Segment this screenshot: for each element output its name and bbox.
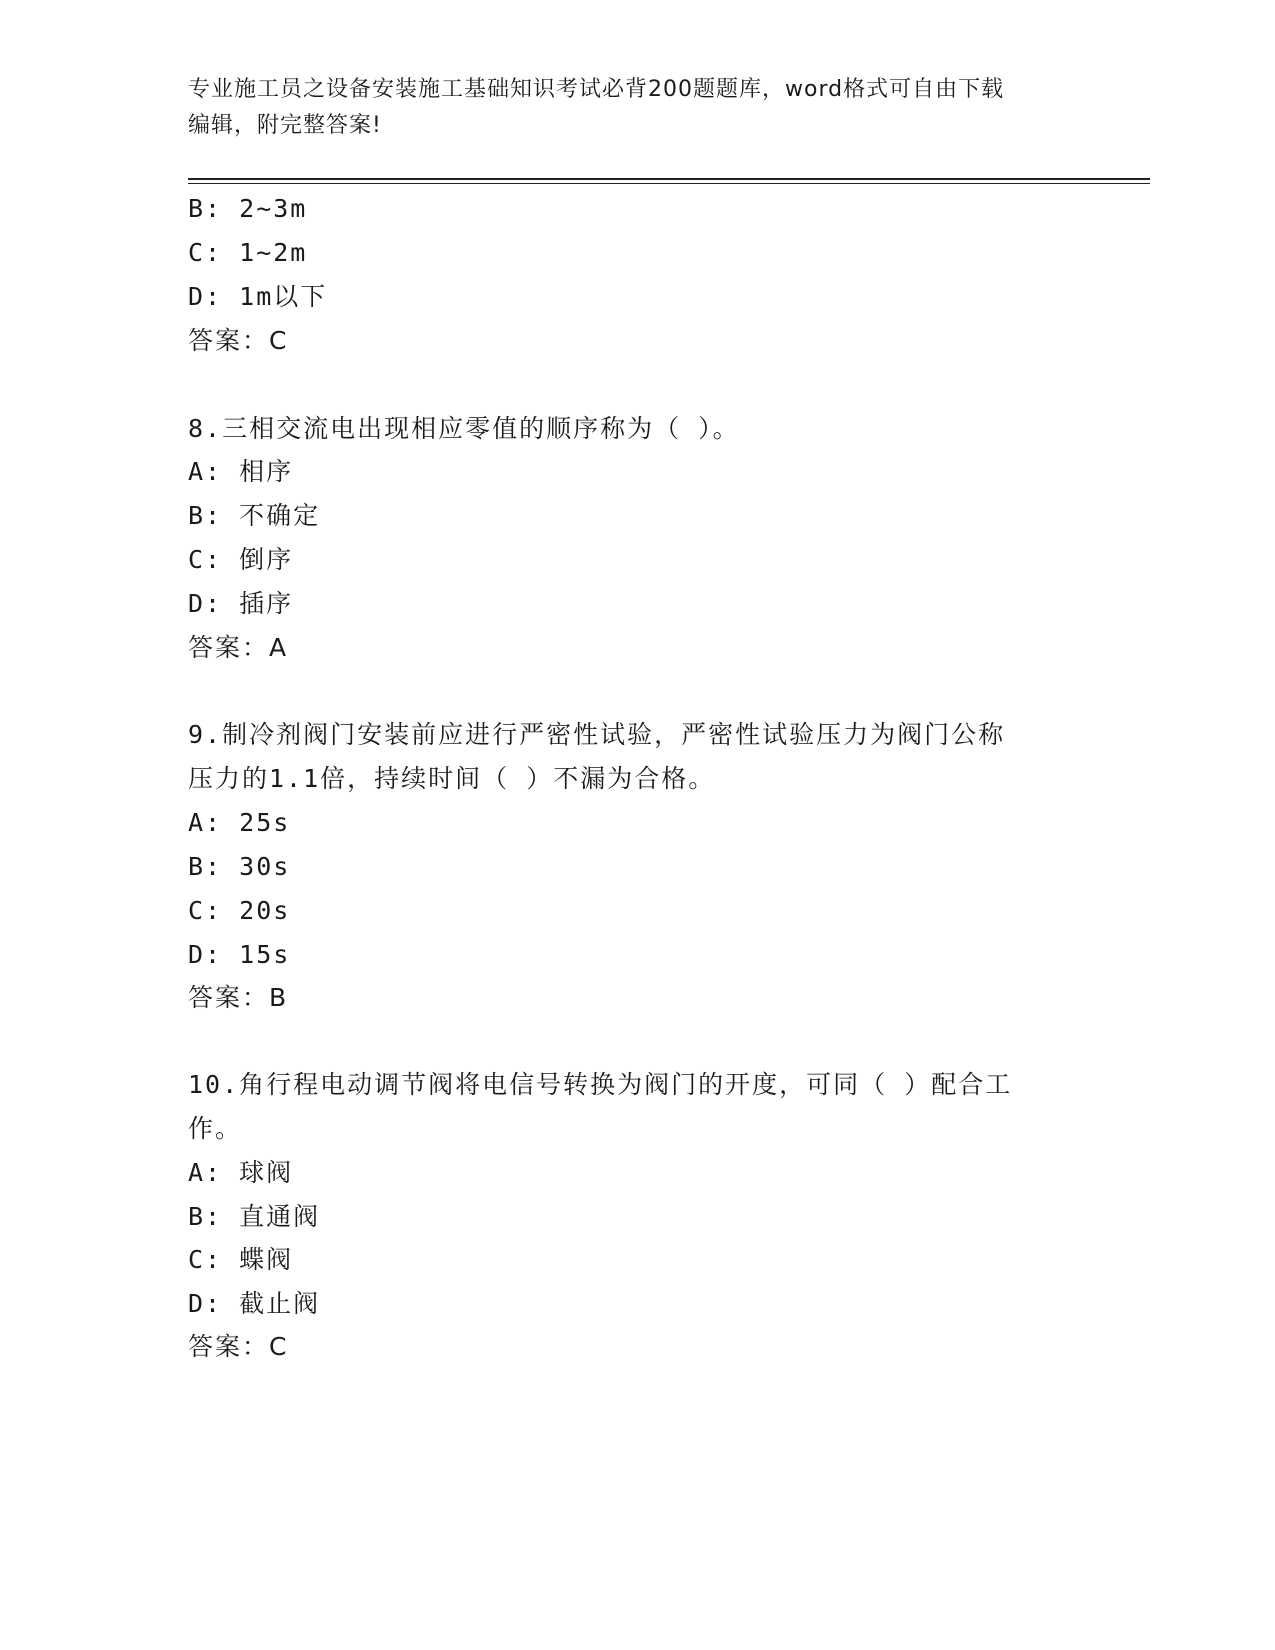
question-9-option-a: A: 25s	[188, 808, 291, 837]
question-9-option-d: D: 15s	[188, 940, 291, 969]
document-header	[188, 72, 1078, 144]
question-10-option-c: C: 蝶阀	[188, 1245, 294, 1274]
question-10-text-line-1: 10.角行程电动调节阀将电信号转换为阀门的开度，可同（ ）配合工	[188, 1070, 1013, 1099]
question-10-option-d: D: 截止阀	[188, 1289, 321, 1318]
question-8-option-c: C: 倒序	[188, 545, 294, 574]
question-9-text-line-2: 压力的1.1倍，持续时间（ ）不漏为合格。	[188, 764, 716, 793]
question-9-option-c: C: 20s	[188, 896, 291, 925]
option-c: C: 1~2m	[188, 238, 308, 267]
question-8-text: 8.三相交流电出现相应零值的顺序称为（ ）。	[188, 414, 740, 443]
answer-line: 答案：C	[188, 326, 289, 355]
header-line-1: 专业施工员之设备安装施工基础知识考试必背200题题库，word格式可自由下载	[188, 77, 1005, 102]
question-8-answer: 答案：A	[188, 633, 289, 662]
header-line-2: 编辑，附完整答案!	[188, 113, 382, 138]
question-10-option-b: B: 直通阀	[188, 1202, 321, 1231]
header-divider-top	[188, 178, 1150, 180]
option-d: D: 1m以下	[188, 282, 328, 311]
question-9-option-b: B: 30s	[188, 852, 291, 881]
header-divider-bottom	[188, 183, 1150, 184]
question-9-text-line-1: 9.制冷剂阀门安装前应进行严密性试验，严密性试验压力为阀门公称	[188, 720, 1006, 749]
question-9-answer: 答案：B	[188, 983, 289, 1012]
question-10-text-line-2: 作。	[188, 1114, 243, 1143]
question-8-option-a: A: 相序	[188, 457, 294, 486]
question-8-option-b: B: 不确定	[188, 501, 321, 530]
question-10-option-a: A: 球阀	[188, 1158, 294, 1187]
question-8-option-d: D: 插序	[188, 589, 294, 618]
option-b: B: 2~3m	[188, 194, 308, 223]
question-10-answer: 答案：C	[188, 1332, 289, 1361]
